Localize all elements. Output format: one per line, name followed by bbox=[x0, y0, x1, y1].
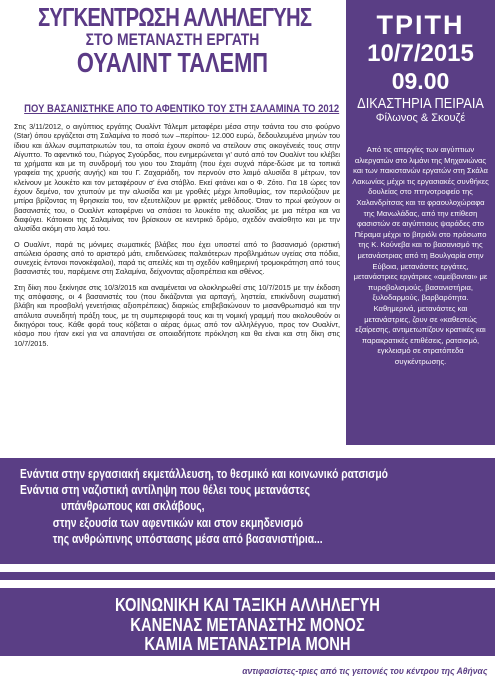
event-day: ΤΡΙΤΗ bbox=[376, 10, 465, 40]
event-panel bbox=[346, 0, 495, 445]
slogan-2: ΚΑΝΕΝΑΣ ΜΕΤΑΝΑΣΤΗΣ ΜΟΝΟΣ bbox=[130, 614, 365, 635]
event-date: 10/7/2015 bbox=[367, 40, 474, 67]
slogan-1: ΚΟΙΝΩΝΙΚΗ ΚΑΙ ΤΑΞΙΚΗ ΑΛΛΗΛΕΓΥΗ bbox=[115, 595, 380, 615]
footer-area bbox=[0, 656, 495, 700]
statement-line-3: υπάνθρωπους και σκλάβους, bbox=[61, 499, 205, 514]
signature: αντιφασίστες-τριες από τις γειτονιές του κέντρου της Αθήνας bbox=[241, 666, 487, 677]
title-line-1: ΣΥΓΚΕΝΤΡΩΣΗ ΑΛΛΗΛΕΓΥΗΣ bbox=[37, 2, 312, 32]
body-text bbox=[14, 122, 340, 354]
subtitle: ΠΟΥ ΒΑΣΑΝΙΣΤΗΚΕ ΑΠΟ ΤΟ ΑΦΕΝΤΙΚΟ ΤΟΥ ΣΤΗ ΣΑΛΑΜΙΝΑ ΤΟ 2012 bbox=[24, 103, 340, 115]
event-time: 09.00 bbox=[391, 68, 450, 94]
title-line-3: ΟΥΑΛΙΝΤ ΤΑΛΕΜΠ bbox=[76, 47, 269, 78]
body-paragraph-2: Ο Ουαλίντ, παρά τις μόνιμες σωματικές βλάβες που έχει υποστεί από το βασανισμό (οριστική απώλεια όρασης από το αριστερό μάτι, επιδεινώσεις παλαιότερων προβλημάτων υγείας στα πόδια, συνεχείς έντονοι πονοκέφαλοι), παρά τις απειλές και τη σχεδόν καθημερινή τρομοκράτηση από τους βασανιστές του, παρέμεινε στη Σαλαμίνα, δείχνοντας αξιοπρέπεια και σθένος. bbox=[14, 239, 340, 277]
slogan-3: ΚΑΜΙΑ ΜΕΤΑΝΑΣΤΡΙΑ ΜΟΝΗ bbox=[144, 634, 351, 654]
body-paragraph-3: Στη δίκη που ξεκίνησε στις 10/3/2015 και αναμένεται να ολοκληρωθεί στις 10/7/2015 με την έκδοση της απόφασης, οι 4 βασανιστές του (που δικάζονται για αρπαγή, ληστεία, επικίνδυνη σωματική βλάβη και προσβολή γενετήσιας αξιοπρέπειας) διαρκώς επιβεβαιώνουν το μισανθρωπισμό και την απόλυτα συνειδητή πράξη τους, με τη συμπεριφορά τους και τη νομική γραμμή που ακολουθούν οι δικηγόροι τους. Κάθε φορά τους κόβεται ο αέρας όμως από τον αλληλέγγυο, προς τον Ουαλίντ, κόσμο που ήταν εκεί για να απαντήσει σε οποιαδήποτε πρόκληση και θα είναι και στη δίκη στις 10/7/2015. bbox=[14, 282, 340, 348]
header bbox=[0, 4, 345, 77]
statement-line-4: στην εξουσία των αφεντικών και στον εκμηδενισμό bbox=[52, 515, 304, 530]
panel-text: Από τις απεργίες των αιγύπτιων αλιεργατών στο λιμάνι της Μηχανιώνας και των πακιστανών εργατών στη Σκάλα Λακωνίας μέχρι τις εργασιακές συνθήκες δουλείας στο πτηνοτροφείο της Χαλανδρίτσας και τα φραουλοχώραφα της Μανωλάδας, από την επίθεση φασιστών σε αιγύπτιους ψαράδες στο Πέραμα μέχρι το βιτριόλι στο πρόσωπο της Κ. Κούνεβα και το βασανισμό της μετανάστριας από τη Βουλγαρία στην Εύβοια, μετανάστες εργάτες, μετανάστριες εργάτριες «αμείβονται» με πυροβολισμούς, βασανιστήρια, ξυλοδαρμούς, βαρβαρότητα. Καθημερινά, μετανάστες και μετανάστριες, ζουν σε «καθεστώς εξαίρεσης, αντιμετωπίζουν κρατικές και παρακρατικές επιθέσεις, ρατσισμό, εγκλεισμό σε στρατόπεδα συγκέντρωσης. bbox=[352, 145, 489, 366]
event-address: Φίλωνος & Σκουζέ bbox=[375, 112, 466, 124]
statement-line-5: της ανθρώπινης υπόστασης μέσα από βασανιστήρια... bbox=[52, 531, 323, 546]
statement-banner bbox=[0, 458, 495, 564]
title-line-2: ΣΤΟ ΜΕΤΑΝΑΣΤΗ ΕΡΓΑΤΗ bbox=[85, 30, 260, 49]
slogan-banner bbox=[0, 572, 495, 700]
body-paragraph-1: Στις 3/11/2012, ο αιγύπτιος εργάτης Ουαλίντ Τάλεμπ μεταφέρει μέσα στην τσάντα του στο φούρνο (Star) όπου εργάζεται στη Σαλαμίνα το ποσό των –περίπου- 12.000 ευρώ, δεδουλευμένα μηνών του ίδιου και άλλων συμπατριωτών του, τα οποία έχουν σκοπό να στείλουν στις οικογένειές τους στην Αίγυπτο. Το αφεντικό του, Γιώργος Σγούρδας, που ενημερώνεται γι' αυτό από τον Ουαλίντ του κλέβει τα χρήματα και με τη συνδρομή του γιου του Σταμάτη (που έχει συχνά πάρε-δώσε με τα τοπικά γραφεία της χρυσής αυγής) και του Γ. Ζαχαριάδη, τον περνούν στο λαιμό αλυσίδα 8 μέτρων, τον κλείνουν με λουκέτο και τον μεταφέρουν σ' ένα στάβλο. Εκεί φτάνει και ο Φ. Ζότο. Για 18 ώρες τον έχουν δεμένο, τον χτυπούν με την αλυσίδα και με γροθιές μέχρι λιποθυμίας, τον περιλούζουν με μπίρα βρίζοντας τη θρησκεία του, τον εξευτελίζουν με φρικτές μεθόδους. Όταν το πρωί φεύγουν οι βασανιστές του, ο Ουαλίντ καταφέρνει να σπάσει το λουκέτο της αλυσίδας με μια πέτρα και να διαφύγει. Κάτοικοι της Σαλαμίνας τον βρίσκουν σε κεντρικό δρόμο, σχεδόν αναίσθητο και με την αλυσίδα ακόμη στο λαιμό του. bbox=[14, 122, 340, 234]
divider-strip bbox=[0, 580, 495, 588]
statement-line-1: Ενάντια στην εργασιακή εκμετάλλευση, το θεσμικό και κοινωνικό ρατσισμό bbox=[20, 467, 388, 481]
event-place: ΔΙΚΑΣΤΗΡΙΑ ΠΕΙΡΑΙΑ bbox=[357, 95, 484, 112]
statement-line-2: Ενάντια στη ναζιστική αντίληψη που θέλει τους μετανάστες bbox=[20, 483, 311, 498]
